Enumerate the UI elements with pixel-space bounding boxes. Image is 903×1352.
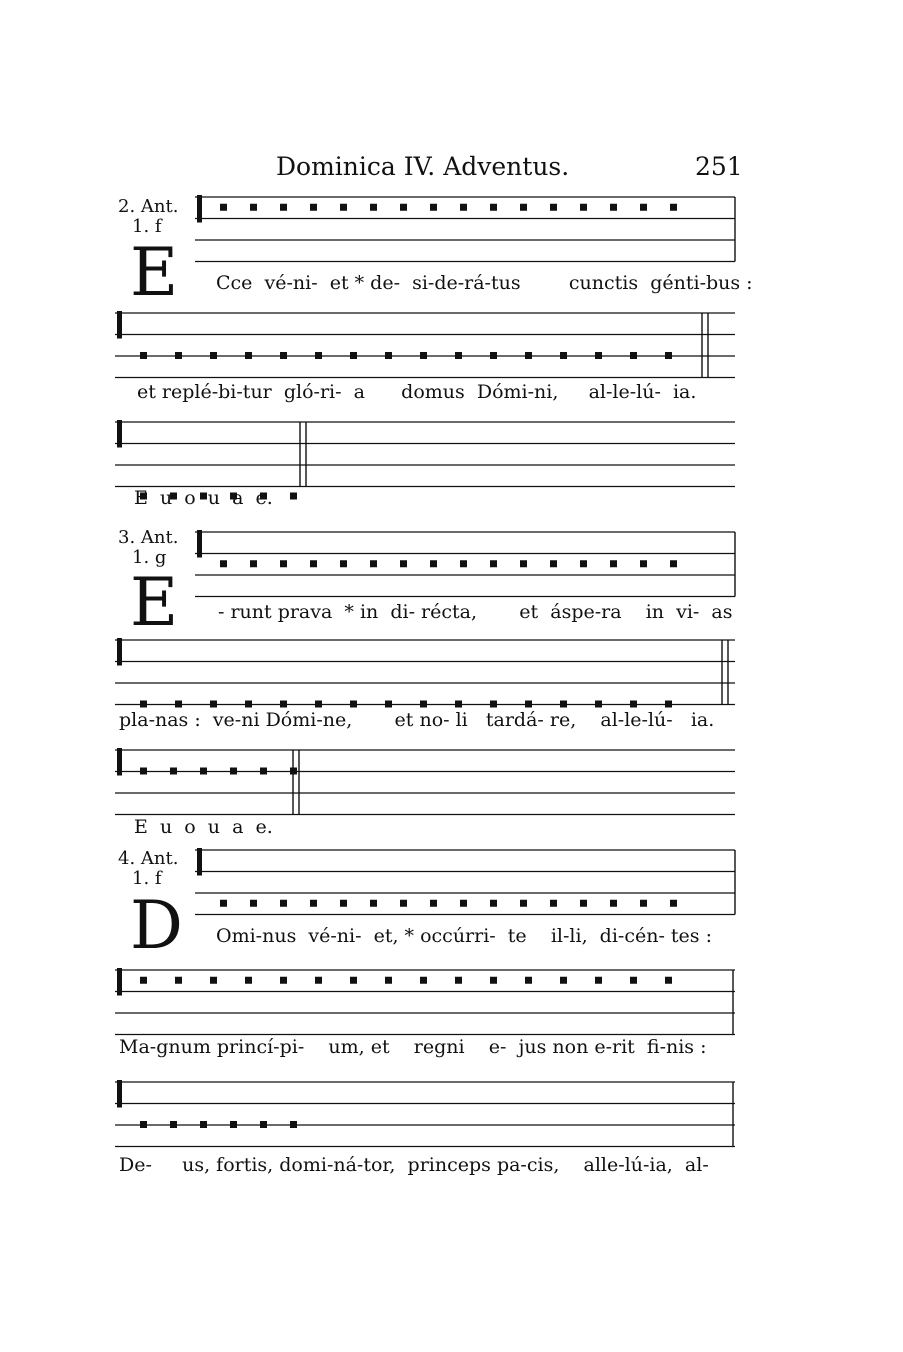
neume <box>250 204 257 211</box>
c-clef-icon <box>197 848 202 876</box>
neume <box>220 900 227 907</box>
neume <box>520 204 527 211</box>
c-clef-icon <box>117 638 122 666</box>
neume <box>670 560 677 567</box>
neume <box>520 900 527 907</box>
drop-initial: E <box>130 234 179 311</box>
neume <box>640 900 647 907</box>
neume <box>340 560 347 567</box>
neume <box>455 352 462 359</box>
neume <box>140 977 147 984</box>
neume <box>400 204 407 211</box>
c-clef-icon <box>197 195 202 223</box>
neume <box>210 977 217 984</box>
lyric-line: E u o u a e. <box>134 816 273 838</box>
neume <box>550 204 557 211</box>
neume <box>280 977 287 984</box>
neume <box>670 204 677 211</box>
neume <box>280 352 287 359</box>
neume <box>385 701 392 708</box>
lyric-line: - runt prava * in di- récta, et áspe-ra in vi- as <box>218 601 733 623</box>
lyric-line: De- us, fortis, domi-ná-tor, princeps pa-cis, alle-lú-ia, al- <box>119 1154 709 1176</box>
neume <box>200 1121 207 1128</box>
neume <box>665 977 672 984</box>
antiphon-label: 3. Ant. 1. g <box>118 527 179 568</box>
lyric-line: pla-nas : ve-ni Dómi-ne, et no- li tardá- re, al-le-lú- ia. <box>119 709 715 731</box>
neume <box>420 701 427 708</box>
c-clef-icon <box>117 1080 122 1108</box>
neume <box>595 352 602 359</box>
drop-initial: D <box>130 887 183 964</box>
neume <box>370 900 377 907</box>
neume <box>610 204 617 211</box>
c-clef-icon <box>197 530 202 558</box>
neume <box>280 900 287 907</box>
neume <box>400 900 407 907</box>
neume <box>280 560 287 567</box>
neume <box>580 560 587 567</box>
drop-initial: E <box>130 564 179 641</box>
page-number: 251 <box>695 152 743 181</box>
neume <box>175 352 182 359</box>
c-clef-icon <box>117 311 122 339</box>
neume <box>340 204 347 211</box>
neume <box>290 493 297 500</box>
neume <box>665 701 672 708</box>
neume <box>260 1121 267 1128</box>
neume <box>520 560 527 567</box>
c-clef-icon <box>117 748 122 776</box>
neume <box>290 768 297 775</box>
neume <box>525 977 532 984</box>
neume <box>245 701 252 708</box>
neume <box>315 701 322 708</box>
neume <box>200 768 207 775</box>
neume <box>385 352 392 359</box>
neume <box>640 204 647 211</box>
neume <box>350 701 357 708</box>
neume <box>140 768 147 775</box>
neume <box>595 701 602 708</box>
neume <box>245 977 252 984</box>
neume <box>385 977 392 984</box>
neume <box>460 204 467 211</box>
neume <box>400 560 407 567</box>
lyric-line: E u o u a e. <box>134 487 273 509</box>
neume <box>310 560 317 567</box>
neume <box>170 1121 177 1128</box>
neume <box>280 701 287 708</box>
neume <box>580 204 587 211</box>
neume <box>250 560 257 567</box>
neume <box>455 977 462 984</box>
neume <box>630 977 637 984</box>
c-clef-icon <box>117 420 122 448</box>
neume <box>280 204 287 211</box>
neume <box>175 977 182 984</box>
neume <box>245 352 252 359</box>
neume <box>220 560 227 567</box>
neume <box>560 977 567 984</box>
neume <box>350 977 357 984</box>
neume <box>230 1121 237 1128</box>
neume <box>490 204 497 211</box>
neume <box>315 352 322 359</box>
neume <box>210 352 217 359</box>
neume <box>310 204 317 211</box>
neume <box>460 560 467 567</box>
neume <box>665 352 672 359</box>
neume <box>260 768 267 775</box>
neume <box>290 1121 297 1128</box>
neume <box>340 900 347 907</box>
neume <box>370 560 377 567</box>
lyric-line: Ma-gnum princí-pi- um, et regni e- jus non e-rit fi-nis : <box>119 1036 707 1058</box>
neume <box>220 204 227 211</box>
neume <box>370 204 377 211</box>
neume <box>140 352 147 359</box>
lyric-line: Cce vé-ni- et * de- si-de-rá-tus cunctis génti-bus : <box>216 272 753 294</box>
neume <box>315 977 322 984</box>
neume <box>420 977 427 984</box>
antiphon-label: 4. Ant. 1. f <box>118 848 179 889</box>
neume <box>490 900 497 907</box>
neume <box>230 768 237 775</box>
neume <box>550 560 557 567</box>
neume <box>310 900 317 907</box>
neume <box>140 701 147 708</box>
neume <box>455 701 462 708</box>
neume <box>430 900 437 907</box>
neume <box>630 701 637 708</box>
neume <box>210 701 217 708</box>
c-clef-icon <box>117 968 122 996</box>
neume <box>580 900 587 907</box>
page-title: Dominica IV. Adventus. <box>276 152 570 181</box>
neume <box>170 768 177 775</box>
neume <box>595 977 602 984</box>
neume <box>670 900 677 907</box>
neume <box>175 701 182 708</box>
neume <box>560 701 567 708</box>
neume <box>250 900 257 907</box>
neume <box>640 560 647 567</box>
neume <box>420 352 427 359</box>
neume <box>430 204 437 211</box>
neume <box>630 352 637 359</box>
neume <box>610 560 617 567</box>
neume <box>525 701 532 708</box>
antiphon-label: 2. Ant. 1. f <box>118 196 179 237</box>
neume <box>525 352 532 359</box>
neume <box>430 560 437 567</box>
neume <box>350 352 357 359</box>
neume <box>610 900 617 907</box>
neume <box>140 1121 147 1128</box>
neume <box>490 977 497 984</box>
lyric-line: Omi-nus vé-ni- et, * occúrri- te il-li, di-cén- tes : <box>216 925 712 947</box>
lyric-line: et replé-bi-tur gló-ri- a domus Dómi-ni, al-le-lú- ia. <box>137 381 697 403</box>
neume <box>560 352 567 359</box>
neume <box>460 900 467 907</box>
neume <box>550 900 557 907</box>
neume <box>490 352 497 359</box>
neume <box>490 560 497 567</box>
neume <box>490 701 497 708</box>
